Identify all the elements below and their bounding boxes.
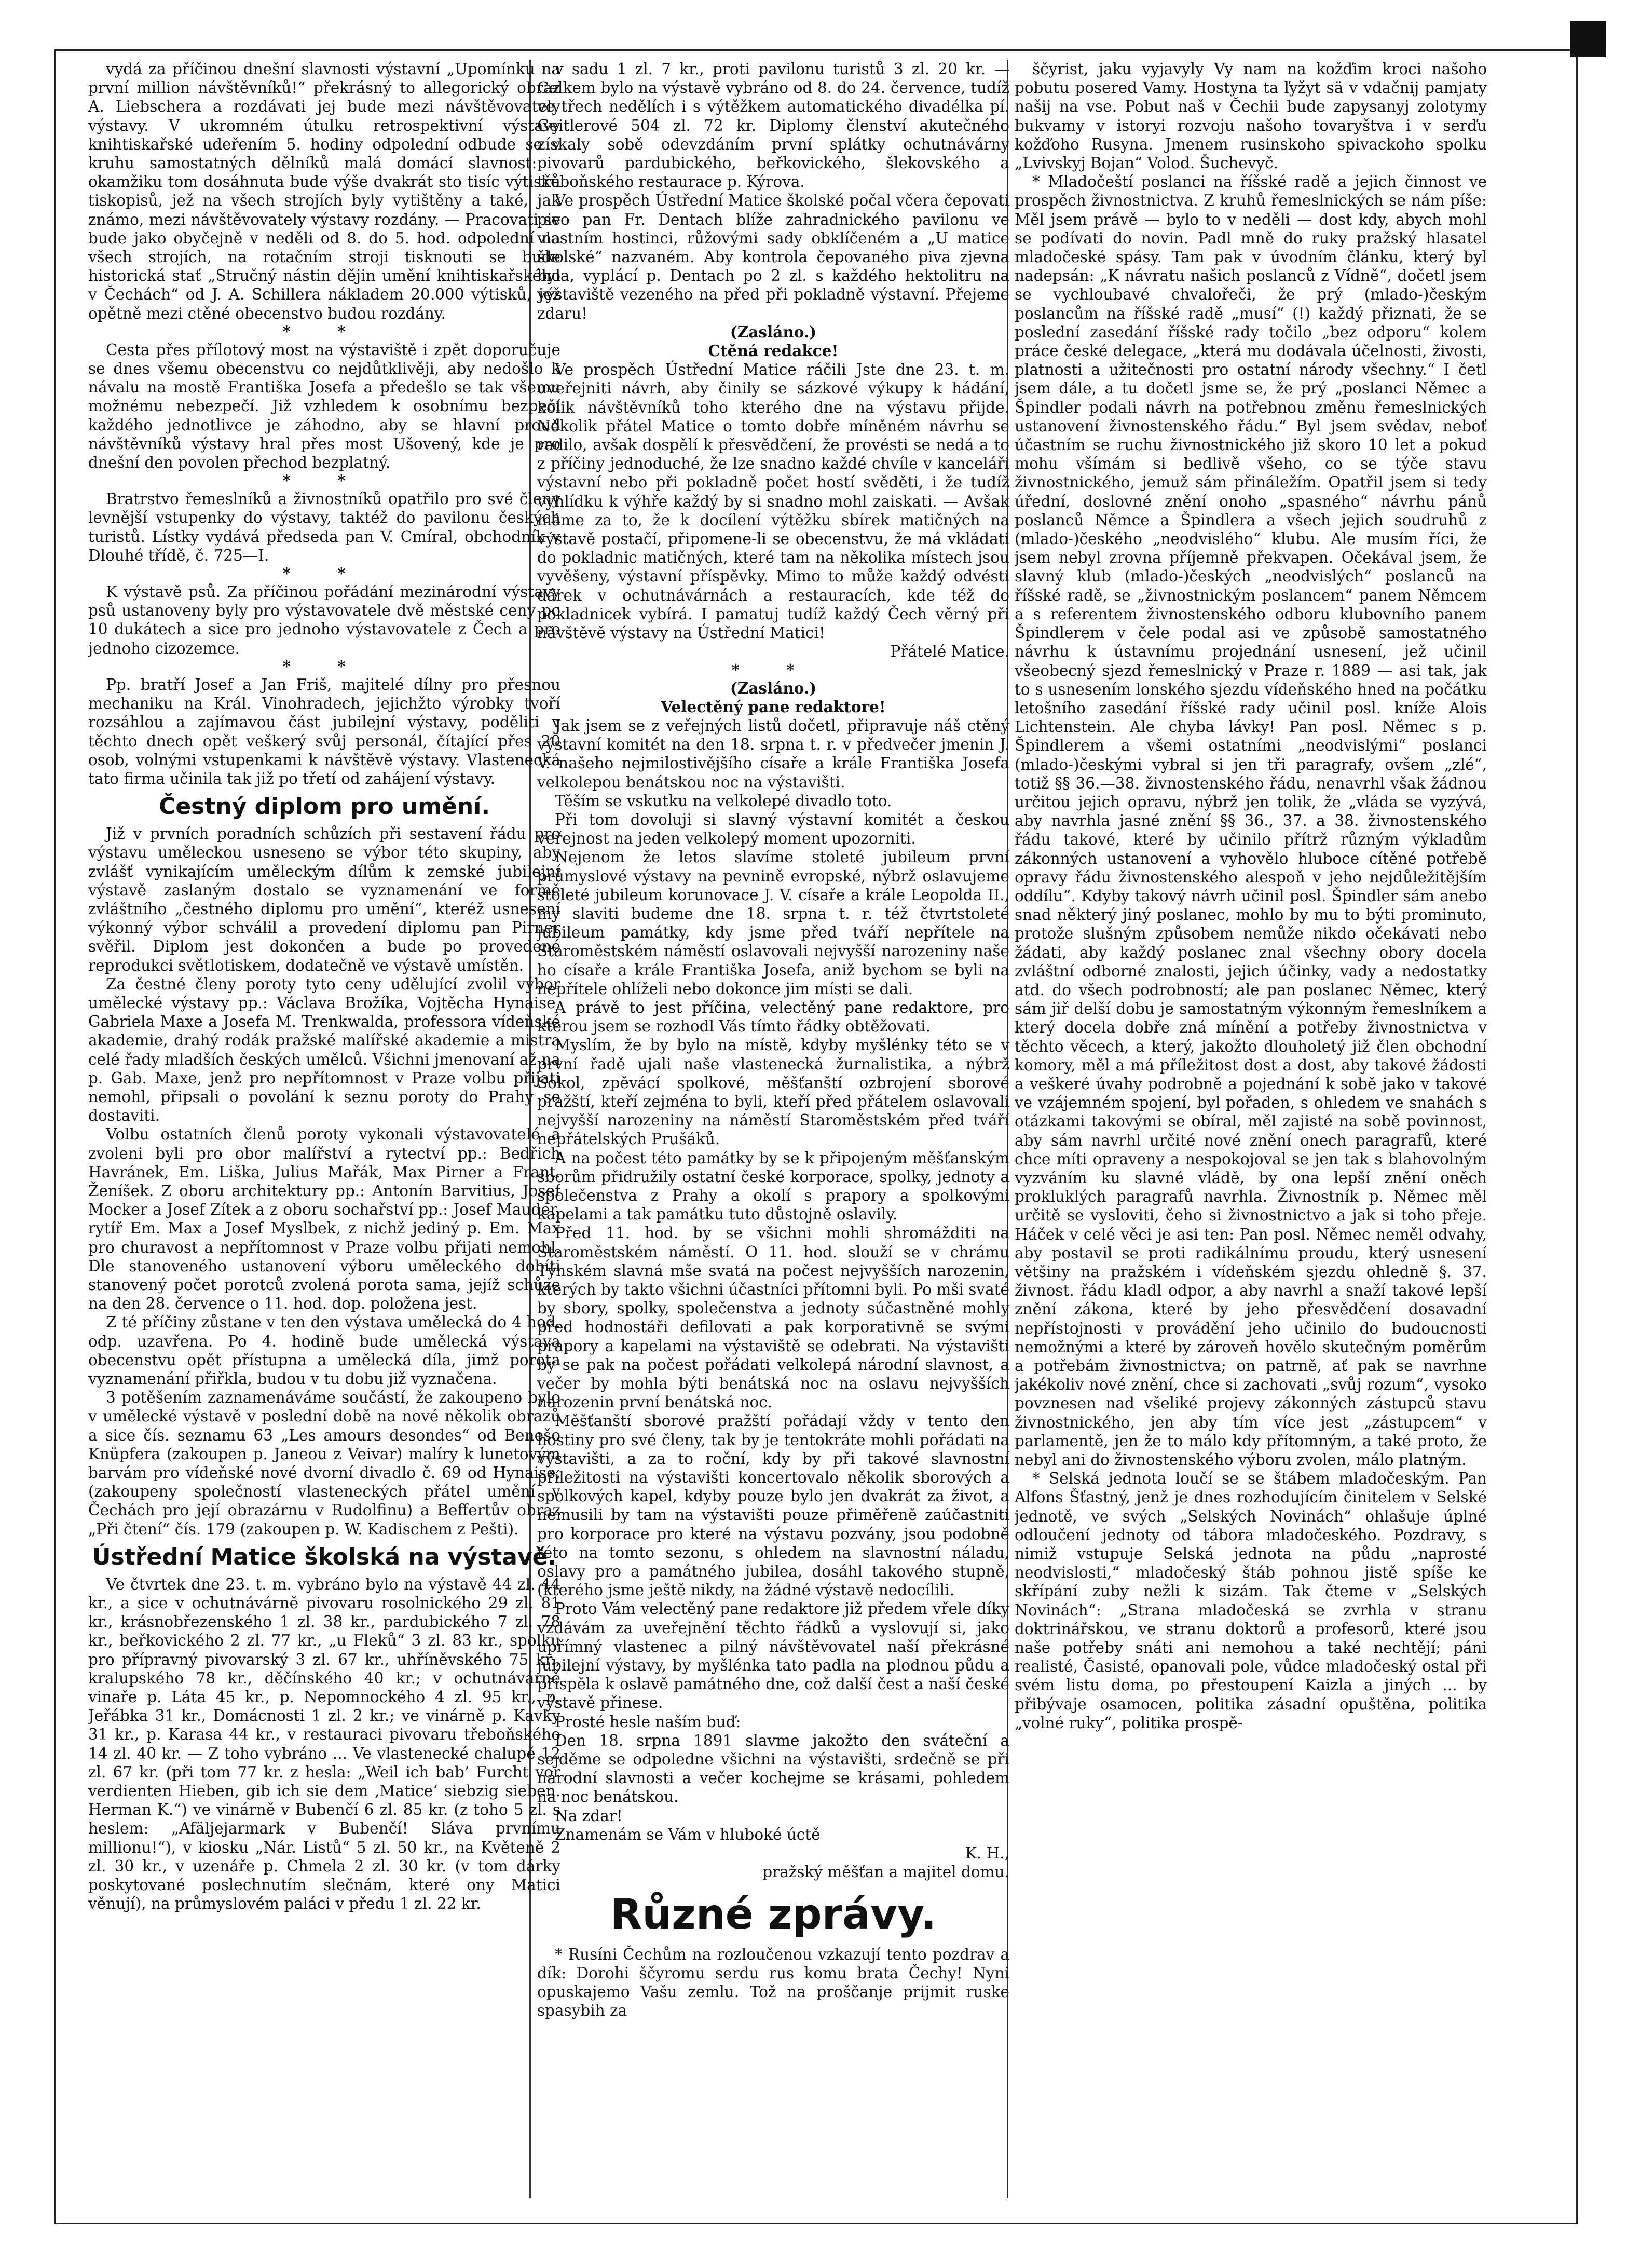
paragraph: Měšťanští sborové pražští pořádají vždy v tento den hostiny pro své členy, tak by je tentokráte mohli pořádati na výstavišti, a za to roční, kdy by při takové slavnostní příležitosti na výstavišti koncertovalo několik sborových a spolkových kapel, kdyby pouze bylo jen dvakrát za život, a nemusili by tam na výstavišti pouze přiměřeně zaúčastniti pro korporace pro které na výstavu pozvány, jsou podobně této na tomto sezonu, s ohledem na slavnostní náladu, oslavy pro a památného jubilea, dosáhl takového stupně, (kterého jsme ještě nikdy, na žádné výstavě nedocílili. [537,1412,1009,1599]
paragraph: * Rusíni Čechům na rozloučenou vzkazují tento pozdrav a dík: Dorohi ščyromu serdu rus komu brata Čechy! Nyni opuskajemo Vašu zemlu. Tož na proščanje prijmit ruske spasybih za [537,1945,1009,2020]
paragraph: Znamenám se Vám v hluboké úctě [555,1825,821,1843]
paragraph: Den 18. srpna 1891 slavme jakožto den sváteční a sejděme se odpoledne všichni na výstavišti, srdečně se při národní slavnosti a večer kochejme se krásami, pohledem na noc benátskou. [537,1731,1009,1806]
scan-corner-mark [1570,21,1606,57]
paragraph: vydá za příčinou dnešní slavnosti výstavní „Upomínku na první million návštěvníků!“ překrásný to allegorický obraz A. Liebschera a rozdávati jej bude mezi návštěvovately výstavy. V ukromném útulku retrospektivní výstavy knihtiskařské udeřením 5. hodiny odpolední odbude se v kruhu samostatných dělníků malá domácí slavnost: v okamžiku tom dosáhnuta bude výše dvakrát sto tisíc výtisků tiskopisů, jež na všech strojích byly vytištěny a také, jak známo, mezi návštěvovately výstavy rozdány. — Pracovati se bude jako obyčejně v neděli od 8. do 5. hod. odpolední na všech strojích, na rotačním stroji tisknouti se bude historická stať „Stručný nástin dějin umění knihtiskařského v Čechách“ od J. A. Schillera nákladem 20.000 výtisků, jež opětně mezi ctěné obecenstvo budou rozdány. [88,60,560,322]
paragraph: * Selská jednota loučí se se štábem mladočeským. Pan Alfons Šťastný, jenž je dnes rozhodujícím činitelem v Selské jednotě, ve svých „Selských Novinách“ ohlašuje úplné odloučení jednoty od tábora mladočeského. Pozdravy, s nimiž vstupuje Selská jednota na půdu „naprosté neodvislosti,“ mladočeský štáb pohnou jistě spíše ke skřípání zuby nežli k sizám. Tak čteme v „Selských Novinách“: „Strana mladočeská se zvrhla v stranu doktrinářskou, ve stranu doktorů a profesorů, které jsou naše potřeby snáti ani nemohou a také nechtějí; páni realisté, Časisté, opanovali pole, vůdce mladočeský ostal při svém listu doma, po přestoupení Kaizla a jiných ... by přibývaje osamocen, politika zásadní opuštěna, politika „volné ruky“, politika prospě- [1015,1470,1487,1732]
paragraph: Před 11. hod. by se všichni mohli shromážditi na Staroměstském náměstí. O 11. hod. slouží se v chrámu Týnském slavná mše svatá na počest nejvyšších narozenin, kterých by takto všichni účastníci přítomni byli. Po mši svaté by sbory, spolky, společenstva a jednoty súčastněné mohly před hodnostáři defilovati a pak korporativně se svými prapory a kapelami na výstaviště se odebrati. Na výstavišti by se pak na počest pořádati velkolepá národní slavnost, a večer by mohla býti benátská noc na oslavu nejvyšších narozenin první benátská noc. [537,1224,1009,1411]
paragraph: Ve prospěch Ústřední Matice ráčili Jste dne 23. t. m. uveřejniti návrh, aby činily se sázkové výkupy k hádání, kolik návštěvníků toho kterého dne na výstavu přijde. Několik přátel Matice o tomto dobře míněném návrhu se radilo, avšak dospělí k přesvědčení, že provésti se nedá a to z příčiny jednoduché, že lze snadno každé chvíle v kanceláři výstavní nebo při pokladně počet hostí svěděti, i že tudíž vyhlídku k výhře každý by si snadno mohl zaiskati. — Avšak máme za to, že k docílení výtěžku sbírek matičných na výstavě postačí, připomene-li se obecenstvu, že má vkládati do pokladnic matičných, které tam na několika místech jsou vyvěšeny, výstavní příspěvky. Mimo to může každý odvésti dárek v ochutnávárnách a restauracích, kde též do pokladnicek vybírá. I pamatuj tudíž každý Čech věrný při návštěvě výstavy na Ústřední Matici! [537,361,1009,642]
section-heading: Ústřední Matice školská na výstavě. [92,1543,557,1570]
separator-stars: * * [731,660,815,679]
column-2 [537,60,1009,2198]
paragraph: K výstavě psů. Za příčinou pořádání mezinárodní výstavy psů ustanoveny byly pro výstavovatele dvě městské ceny po 10 dukátech a sice pro jednoho výstavovatele z Čech a pro jednoho cizozemce. [88,583,560,657]
paragraph: Prosté hesle naším buď: [555,1713,741,1731]
paragraph: Myslím, že by bylo na místě, kdyby myšlénky této se v první řadě ujali naše vlastenecká žurnalistika, a nýbrž Sokol, zpěvácí spolkové, měšťanští ozbrojení sborové pražští, kteří zejména to byli, kteří před přátelem oslavovali nejvyšší narozeniny na náměstí Staroměstském před tváří nepřátelských Prušáků. [537,1036,1009,1148]
paragraph: Cesta přes přílotový most na výstaviště i zpět doporučuje se dnes všemu obecenstvu co nejdůtklivěji, aby nedošlo k návalu na mostě Františka Josefa a předešlo se tak všemu možnému nebezpečí. Již vzhledem k osobnímu bezpečí každého jednotlivce je záhodno, aby se hlavní proud návštěvníků výstavy hral přes most Ušovený, kde je pro dnešní den povolen přechod bezplatný. [88,341,560,472]
paragraph: Proto Vám velectěný pane redaktore již předem vřele díky vzdávám za uveřejnění těchto řádků a vyslovují si, jako upřímný vlastenec a pilný návštěvovatel naší překrásné jubilejní výstavy, by myšlénka tato padla na plodnou půdu a přispěla k oslavě památného dne, což další čest a naší české výstavě přinese. [537,1600,1009,1712]
separator-stars: * * [282,322,366,341]
separator-stars: * * [282,657,366,675]
paragraph: Již v prvních poradních schůzích při sestavení řádu pro výstavu uměleckou usneseno se výbor této skupiny, aby zvlášť vynikajícím uměleckým dílům k zemské jubilejní výstavě zaslaným dostalo se vyznamenání ve formě zvláštního „čestného diplomu pro umění“, kteréž usnesení výkonný výbor schválil a provedení diplomu pan Pirner svěřil. Diplom jest dokončen a bude po provedené reprodukci světlotiskem, dodatečně ve výstavě umístěn. [88,825,560,974]
paragraph: * Mladočeští poslanci na říšské radě a jejich činnost ve prospěch živnostnictva. Z kruhů řemeslnických se nám píše: Měl jsem právě — bylo to v neděli — dost kdy, abych mohl se podívati do novin. Padl mně do ruky pražský hlasatel mladočeské spásy. Tam pak v úvodním článku, který byl nadepsán: „K návratu našich poslanců z Vídně“, dočetl jsem se vychloubavé chvalořeči, že prý (mlado-)českým poslancům na říšské radě „musí“ (!) každý přiznati, že se poslední zasedání říšské rady točilo „bez odporu“ kolem práce české delegace, „která mu dodávala účelnosti, živosti, platnosti a užitečnosti pro ostatní národy všechny.“ I četl jsem dále, a tu dočetl jsme se, že prý „poslanci Němec a Špindler podali návrh na potřebnou změnu řemeslnických ustanovení živnostenského řádu.“ Byl jsem svědav, neboť účastním se ruchu živnostnického již skoro 10 let a pokud mohu všímám si bedlivě všeho, co se týče stavu živnostnického, jemuž sám přináležím. Opatřil jsem si tedy úřední, doslovné znění onoho „spasného“ návrhu pánů poslanců Němce a Špindlera a všech jejich soudruhů z (mlado-)českého „neodvislého“ klubu. Ale musím říci, že jsem nebyl zrovna příjemně překvapen. Očekával jsem, že slavný klub (mlado-)českých „neodvislých“ poslanců na říšské radě, se „živnostnickým poslancem“ panem Němcem a s referentem živnostenského odboru klubovního panem Špindlerem v čele podal asi ve způsobě samostatného návrhu k ústavnímu projednání usnesení, jež učinil všeobecný sjezd řemeslnický v Praze r. 1889 — asi tak, jak to s usnesením lonského sjezdu vídeňského hned na počátku letošního zasedání říšské rady učinil posl. kníže Alois Lichtenstein. Ale chyba lávky! Pan posl. Němec s p. Špindlerem a všemi ostatními „neodvislými“ poslanci (mlado-)českými vybral si jen tři paragrafy, ovšem „zlé“, totiž §§ 36.—38. živnostenského řádu, nenavrhl však žádnou určitou jejich opravu, nýbrž jen tolik, že „vláda se vyzývá, aby navrhla jasné znění §§ 36., 37. a 38. živnostenského řádu takové, které by učinilo přítrž různým výkladům zákonných ustanovení a vyhovělo hluboce cítěné potřebě opravy řádu živnostenského alespoň v jeho nejdůležitějším oddílu“. Kdyby takový návrh učinil posl. Špindler sám anebo snad některý jiný poslanec, mohlo by mu to býti prominuto, protože slušným způsobem nemůže nikdo očekávati nebo žádati, aby každý poslanec znal všechny obory docela zvláštní odborné znalosti, jejich účinky, vady a nedostatky atd. do všech podrobností; ale pan poslanec Němec, který sám jiř delší dobu je samostatným výkonným řemeslníkem a který docela dobře zná mínění a potřeby živnostnictva v těchto věcech, a který, jakožto dlouholetý již člen obchodní komory, měl a má příležitost dost a dost, aby takové žádosti a veškeré úvahy podrobně a pojednání k sobě jako v takové ve vzájemném spojení, byl pořaden, s ohledem ve snahách s otázkami takovými se obíral, měl zajisté na sobě povinnost, aby sám navrhl určité nové znění onech paragrafů, které chce míti opraveny a nespokojoval se jen tak s blahovolným vyzváním ku slavné vládě, by ona lepší znění oněch prokluklých paragrafů navrhla. Živnostník p. Němec měl určitě se vysloviti, čeho si živnostnictvo a jak si toho přeje. Háček v celé věci je asi ten: Pan posl. Němec neměl odvahy, aby postavil se proti radikálnímu proudu, který usnesení většiny na pražském i vídeňském sjezdu ohledně §. 37. živnost. řádu kladl odpor, a aby navrhl a snaží takové lepší znění zákona, které by jeho přesvědčení dosavadní nepřístojnosti v provádění jeho učinilo do budoucnosti nemožnými a které by zároveň hovělo skutečným poměrům a potřebám živnostnictva; on patrně, ať pak se navrhne jakékoliv nové znění, chce si zachovati „svůj rozum“, vysoko povznesen nad všeliké projevy zákonných zástupců stavu živnostnického, jen aby tím více jest „zástupcem“ v parlamentě, jen že to málo kdy přítomným, a také proto, že nebyl ani do živnostenského výboru zvolen, málo platným. [1015,173,1487,1469]
paragraph: Jak jsem se z veřejných listů dočetl, připravuje náš ctěný výstavní komitét na den 18. srpna t. r. v předvečer jmenin J. V. našeho nejmilostivějšího císaře a krále Františka Josefa velkolepou benátskou noc na výstavišti. [537,716,1009,791]
paragraph: ščyrist, jaku vyjavyly Vy nam na kožďim kroci našoho pobutu posered Vamy. Hostyna ta ľyžyt sä v vdačnij pamjaty našij na vse. Pobut naš v Čechii bude zapysanyj zolotymy bukvamy v istoryi rozvoju našoho tovaryštva i v serďu kožďoho Rusyna. Jmenem rusinskoho spivackoho spolku „Lvivskyj Bojan“ Volod. Šuchevyč. [1015,60,1487,172]
section-heading: Čestný diplom pro umění. [158,793,490,820]
paragraph: Bratrstvo řemeslníků a živnostníků opatřilo pro své členy levnější vstupenky do výstavy, taktéž do pavilonu českých turistů. Lístky vydává předseda pan V. Cmíral, obchodník v Dlouhé třídě, č. 725—I. [88,490,560,564]
paragraph: 3 potěšením zaznamenáváme součástí, že zakoupeno bylo v umělecké výstavě v poslední době na nové několik obrazů a sice čís. seznamu 63 „Les amours desondes“ od Benešo Knüpfera (zakoupen p. Janeou z Veivar) malíry k lunetovým barvám pro vídeňské nové dvorní divadlo č. 69 od Hynaise, (zakoupeny společností vlasteneckých přátel umění v Čechách pro její obrazárnu v Rudolfinu) a Beffertův obraz „Při čtení“ čís. 179 (zakoupen p. W. Kadischem z Pešti). [88,1389,560,1538]
signature: K. H., [965,1844,1009,1863]
separator-stars: * * [282,564,366,583]
paragraph: Těším se vskutku na velkolepé divadlo toto. [555,792,892,810]
subheading: Velectěný pane redaktore! [661,697,886,716]
paragraph: Pp. bratří Josef a Jan Friš, majitelé dílny pro přesnou mechaniku na Král. Vinohradech, jejichžto výrobky tvoří rozsáhlou a zajímavou část jubilejní výstavy, poděliti v těchto dnech opět veškerý svůj personál, čítající přes 20 osob, volnými vstupenkami k návštěvě výstavy. Vlastenecká tato firma učinila tak již po třetí od zahájení výstavy. [88,675,560,787]
paragraph: Volbu ostatních členů poroty vykonali výstavovatelé a zvoleni byli pro obor malířství a rytectví pp.: Bedřich Havránek, Em. Liška, Julius Mařák, Max Pirner a Frant. Ženíšek. Z oboru architektury pp.: Antonín Barvitius, Josef Mocker a Josef Zítek a z oboru sochařství pp.: Josef Mauder, rytíř Em. Max a Josef Myslbek, z nichž jediný p. Em. Max pro churavost a nepřítomnost v Praze volbu přijati nemohl. Dle stanoveného ustanovení výboru uměleckého dobíti stanovený počet porotců zvolená porota sama, jejíž schůze na den 28. července o 11. hod. dop. položena jest. [88,1125,560,1313]
paragraph: Při tom dovoluji si slavný výstavní komitét a českou veřejnost na jeden velkolepý moment upozorniti. [537,810,1009,848]
separator-stars: * * [282,471,366,490]
signature: pražský měšťan a majitel domu. [762,1863,1009,1881]
paragraph: A právě to jest příčina, velectěný pane redaktore, pro kterou jsem se rozhodl Vás tímto řádky obtěžovati. [537,998,1009,1036]
paragraph: Za čestné členy poroty tyto ceny udělující zvolil výbor umělecké výstavy pp.: Václava Brožíka, Vojtěcha Hynaise, Gabriela Maxe a Josefa M. Trenkwalda, professora vídeňské akademie, drahý rodák pražské malířské akademie a mistra celé řady mladších českých umělců. Všichni jmenovaní až na p. Gab. Maxe, jenž pro nepřítomnost v Praze volbu přijati nemohl, připsali o povolání k seznu poroty do Prahy se dostaviti. [88,975,560,1125]
paragraph: v sadu 1 zl. 7 kr., proti pavilonu turistů 3 zl. 20 kr. — Celkem bylo na výstavě vybráno od 8. do 24. července, tudíž ve třech nedělích i s výtěžkem automatického divadélka pí. Geitlerové 504 zl. 72 kr. Diplomy členství akutečného získaly sobě odevzdáním první splátky ochutnávárny pivovarů pardubického, beřkovického, šlekovského a třeboňského restaurace p. Kýrova. [537,60,1009,191]
paragraph: Nejenom že letos slavíme stoleté jubileum první průmyslové výstavy na pevnině evropské, nýbrž oslavujeme stoleté jubileum korunovace J. V. císaře a krále Leopolda II., my slaviti budeme dne 18. srpna t. r. též čtvrtstoleté jubileum památky, kdy jsme před tváří nepřítele na Staroměstském náměstí oslavovali nejvyšší narozeniny naše ho císaře a krále Františka Josefa, aniž bychom se byli na nepřítele ohlíželi nebo dokonce jim místi se dali. [537,848,1009,998]
column-1 [88,60,560,2198]
paragraph: Ve prospěch Ústřední Matice školské počal včera čepovati pivo pan Fr. Dentach blíže zahradnického pavilonu ve vlastním hostinci, růžovými sady obklíčeném a „U matice školské“ nazvaném. Aby kontrola čepovaného piva zjevna byla, vyplácí p. Dentach po 2 zl. s každého hektolitru na výstaviště vezeného na před při pokladně výstavní. Přejeme zdaru! [537,192,1009,322]
signature: Přátelé Matice. [890,643,1009,661]
column-3 [1015,60,1487,2198]
subheading: (Zasláno.) [730,678,817,697]
paragraph: Z té příčiny zůstane v ten den výstava umělecká do 4 hod. odp. uzavřena. Po 4. hodině bude umělecká výstava obecenstvu opět přístupna a umělecká díla, jimž porota vyznamenání přiřkla, budou v tu dobu již vyznačena. [88,1313,560,1388]
section-title: Různé zprávy. [610,1890,937,1938]
paragraph: Na zdar! [555,1807,623,1825]
subheading: (Zasláno.) [730,322,817,341]
paragraph: Ve čtvrtek dne 23. t. m. vybráno bylo na výstavě 44 zl. 44 kr., a sice v ochutnávárně pivovaru rosolnického 29 zl. 81 kr., krásnobřezenského 1 zl. 38 kr., pardubického 7 zl. 78 kr., beřkovického 2 zl. 77 kr., „u Fleků“ 3 zl. 83 kr., spolku pro přípravný pivovarský 3 zl. 67 kr., uhříněvského 75 kr., kralupského 78 kr., děčínského 40 kr.; v ochutnávárně vinaře p. Láta 45 kr., p. Nepomnockého 4 zl. 95 kr., p. Jeřábka 31 kr., Domácnosti 1 zl. 2 kr.; ve vinárně p. Kavky 31 kr., p. Karasa 44 kr., v restauraci pivovaru třeboňského 14 zl. 40 kr. — Z toho vybráno ... Ve vlastenecké chalupě 12 zl. 67 kr. (při tom 77 kr. z hesla: „Weil ich bab’ Furcht vor verdienten Hieben, gib ich sie dem ‚Matice‘ siebzig sieben. Herman K.“) ve vinárně v Bubenčí 6 zl. 85 kr. (z toho 5 zl. s heslem: „Afäljejarmark v Bubenčí! Sláva prvnímu millionu!“), v kiosku „Nár. Listů“ 5 zl. 50 kr., na Květeně 2 zl. 30 kr., v uzenáře p. Chmela 2 zl. 30 kr. (v tom dárky poskytované poslechnutím slečnám, které ony Matici věnují), na průmyslovém paláci v předu 1 zl. 22 kr. [88,1575,560,1913]
paragraph: A na počest této památky by se k připojeným měšťanským sborům přidružily ostatní české korporace, spolky, jednoty a společenstva z Prahy a okolí s prapory a spolkovými kapelami a tak památku tuto důstojně oslavily. [537,1149,1009,1224]
subheading: Ctěná redakce! [708,342,839,360]
